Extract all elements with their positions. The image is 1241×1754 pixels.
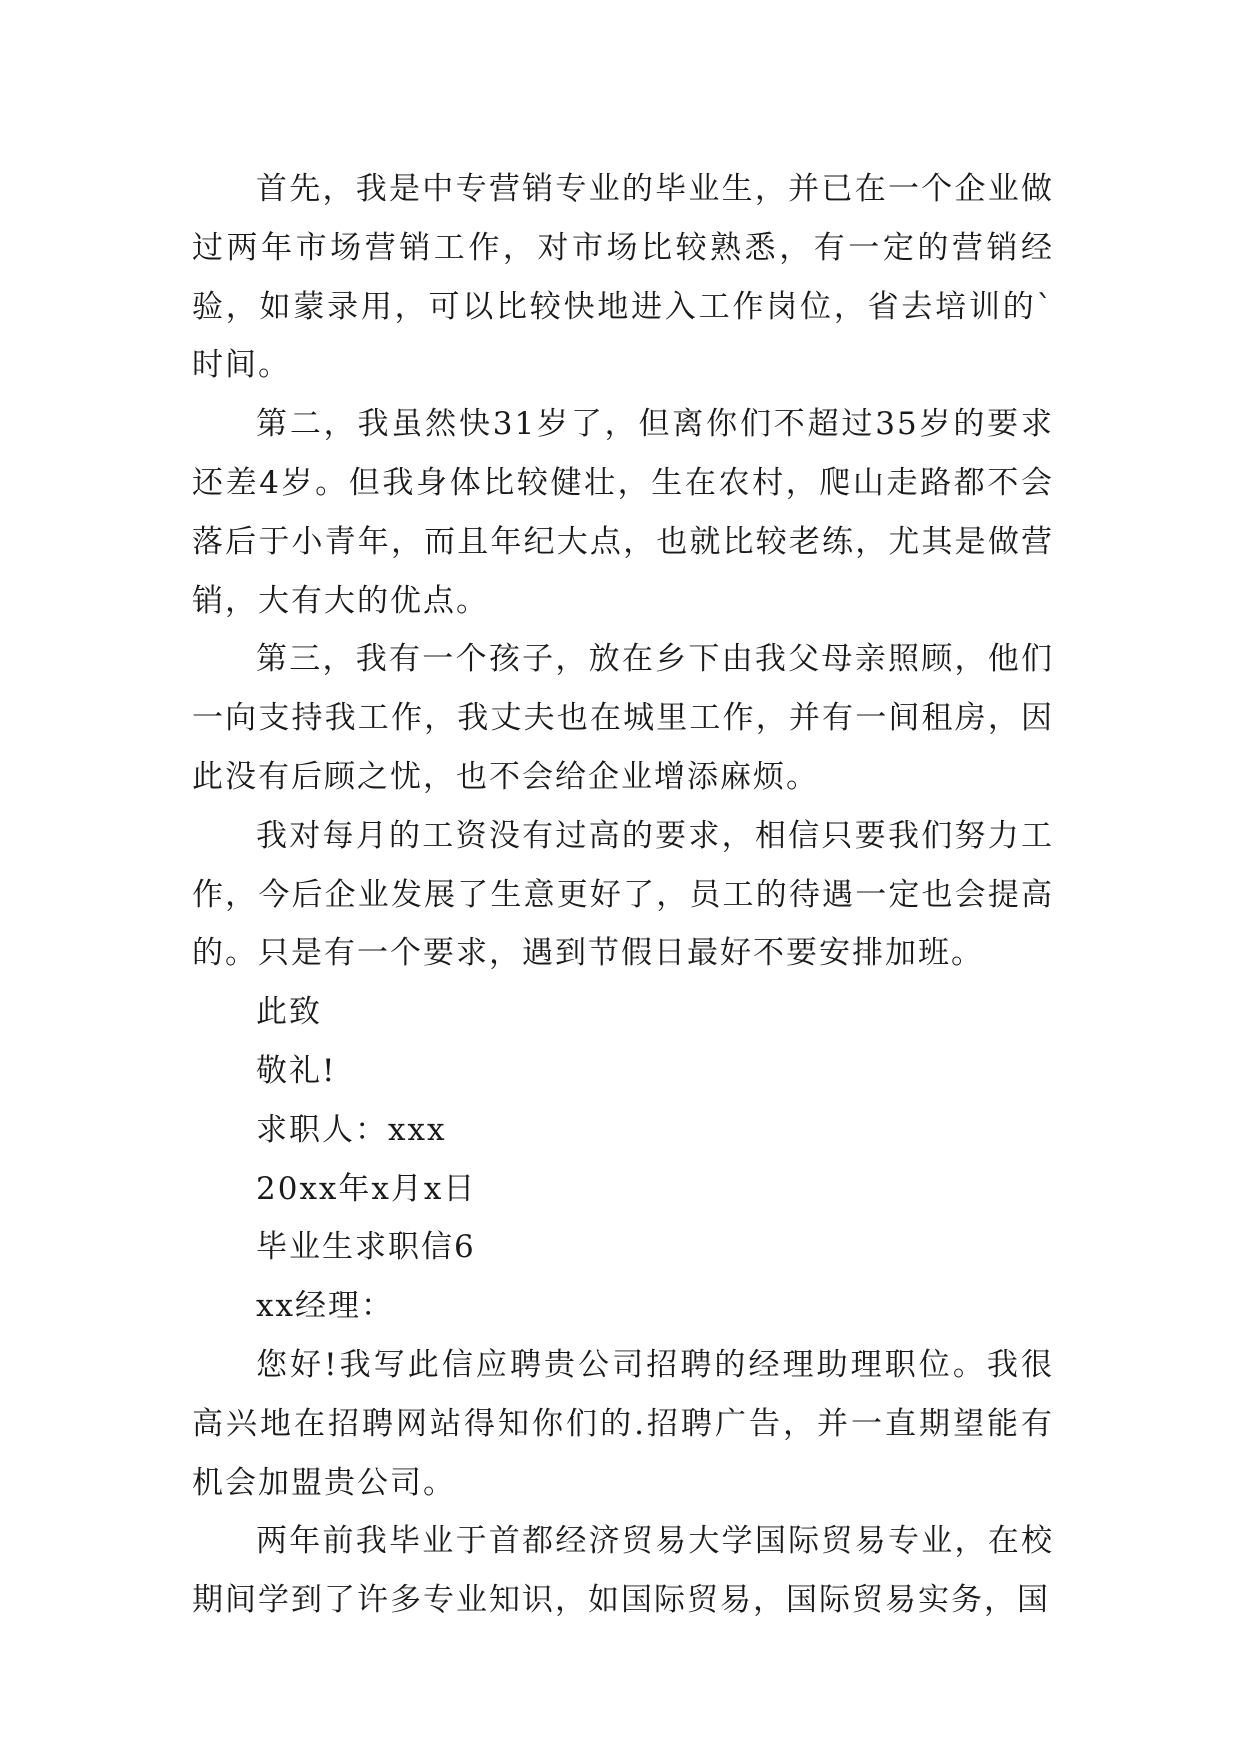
- paragraph-third: 第三，我有一个孩子，放在乡下由我父母亲照顾，他们一向支持我工作，我丈夫也在城里工作，并有一间租房，因此没有后顾之忧，也不会给企业增添麻烦。: [192, 641, 1054, 795]
- paragraph-first: 首先，我是中专营销专业的毕业生，并已在一个企业做过两年市场营销工作，对市场比较熟悉，有一定的营销经验，如蒙录用，可以比较快地进入工作岗位，省去培训的`时间。: [192, 171, 1054, 384]
- applicant-signature: 求职人：xxx: [256, 1111, 447, 1148]
- closing-greeting: 此致: [256, 994, 322, 1031]
- paragraph-second: 第二，我虽然快31岁了，但离你们不超过35岁的要求还差4岁。但我身体比较健壮，生在农村，爬山走路都不会落后于小青年，而且年纪大点，也就比较老练，尤其是做营销，大有大的优点。: [192, 406, 1054, 619]
- document-body: [192, 160, 1054, 1630]
- salutation: xx经理：: [256, 1288, 394, 1325]
- letter-date: 20xx年x月x日: [256, 1170, 477, 1207]
- section-heading: 毕业生求职信6: [256, 1229, 476, 1266]
- paragraph-intro: 您好!我写此信应聘贵公司招聘的经理助理职位。我很高兴地在招聘网站得知你们的.招聘广告，并一直期望能有机会加盟贵公司。: [192, 1346, 1054, 1501]
- paragraph-education: 两年前我毕业于首都经济贸易大学国际贸易专业，在校期间学到了许多专业知识，如国际贸易，国际贸易实务，国: [192, 1523, 1054, 1619]
- closing-salute: 敬礼!: [256, 1052, 337, 1089]
- paragraph-salary: 我对每月的工资没有过高的要求，相信只要我们努力工作，今后企业发展了生意更好了，员工的待遇一定也会提高的。只是有一个要求，遇到节假日最好不要安排加班。: [192, 817, 1054, 972]
